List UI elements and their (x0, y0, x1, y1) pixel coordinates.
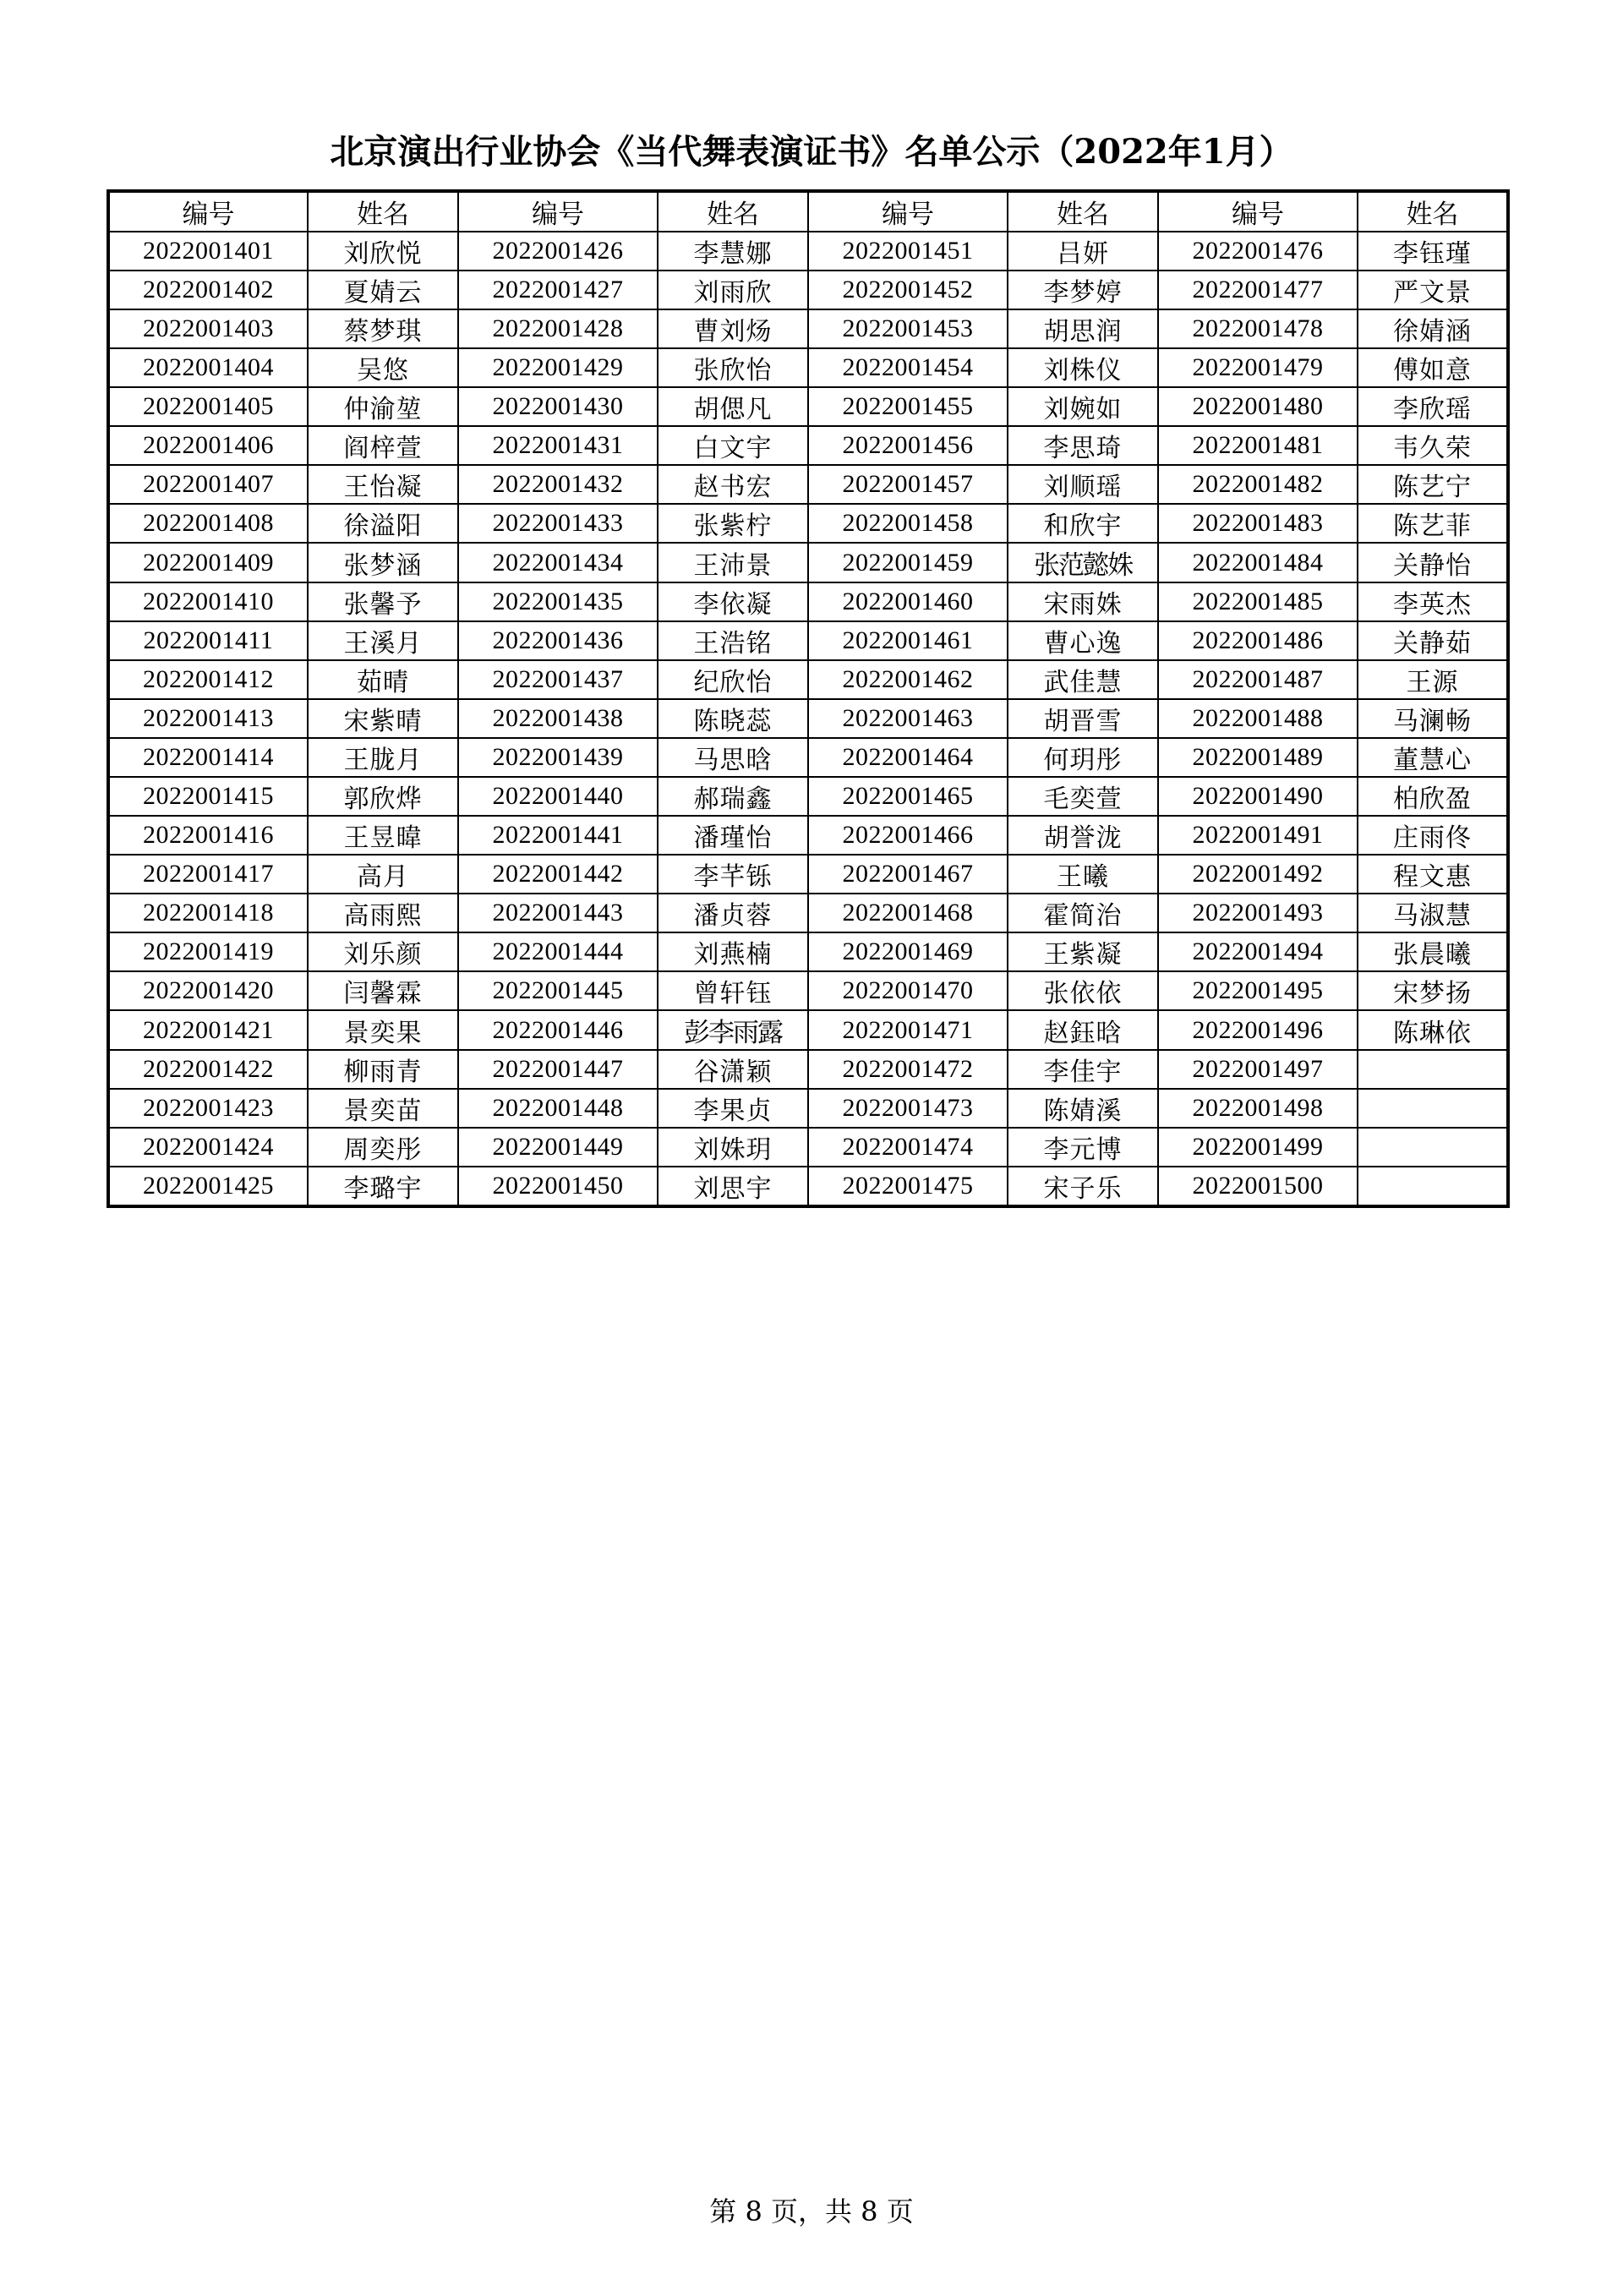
person-name-cell: 柏欣盈 (1358, 777, 1508, 816)
person-name-cell: 马思晗 (658, 738, 808, 777)
table-header-row (108, 191, 1508, 232)
person-name-cell: 宋紫晴 (308, 699, 458, 738)
table-row (108, 348, 1508, 387)
certificate-number-cell: 2022001483 (1158, 504, 1358, 543)
certificate-roster-table (107, 189, 1510, 1208)
person-name-cell: 陈婧溪 (1008, 1089, 1158, 1128)
certificate-number-cell: 2022001424 (108, 1128, 308, 1167)
person-name-cell: 茹晴 (308, 660, 458, 699)
person-name-cell: 程文惠 (1358, 855, 1508, 894)
person-name-cell (1358, 1128, 1508, 1167)
person-name-cell: 谷潇颖 (658, 1050, 808, 1089)
table-row (108, 1050, 1508, 1089)
person-name-cell: 刘思宇 (658, 1167, 808, 1206)
person-name-cell: 李思琦 (1008, 426, 1158, 465)
person-name-cell: 徐溢阳 (308, 504, 458, 543)
certificate-number-cell: 2022001471 (808, 1010, 1008, 1050)
column-header-number: 编号 (108, 191, 308, 232)
certificate-number-cell: 2022001480 (1158, 387, 1358, 426)
certificate-number-cell: 2022001408 (108, 504, 308, 543)
certificate-number-cell: 2022001417 (108, 855, 308, 894)
certificate-number-cell: 2022001432 (458, 465, 658, 504)
person-name-cell: 刘婉如 (1008, 387, 1158, 426)
certificate-number-cell: 2022001426 (458, 232, 658, 271)
person-name-cell: 陈艺菲 (1358, 504, 1508, 543)
certificate-number-cell: 2022001429 (458, 348, 658, 387)
certificate-number-cell: 2022001403 (108, 309, 308, 348)
person-name-cell: 徐婧涵 (1358, 309, 1508, 348)
table-row (108, 504, 1508, 543)
person-name-cell: 吴悠 (308, 348, 458, 387)
person-name-cell: 王紫凝 (1008, 932, 1158, 971)
certificate-number-cell: 2022001436 (458, 621, 658, 660)
person-name-cell: 王胧月 (308, 738, 458, 777)
person-name-cell: 张馨予 (308, 582, 458, 621)
table-row (108, 309, 1508, 348)
table-row (108, 699, 1508, 738)
certificate-number-cell: 2022001490 (1158, 777, 1358, 816)
certificate-number-cell: 2022001477 (1158, 271, 1358, 309)
certificate-number-cell: 2022001491 (1158, 816, 1358, 855)
column-header-name: 姓名 (658, 191, 808, 232)
certificate-number-cell: 2022001440 (458, 777, 658, 816)
person-name-cell: 曹刘炀 (658, 309, 808, 348)
certificate-number-cell: 2022001470 (808, 971, 1008, 1010)
certificate-number-cell: 2022001462 (808, 660, 1008, 699)
person-name-cell: 马淑慧 (1358, 894, 1508, 932)
person-name-cell: 潘贞蓉 (658, 894, 808, 932)
person-name-cell: 郝瑞鑫 (658, 777, 808, 816)
certificate-number-cell: 2022001446 (458, 1010, 658, 1050)
person-name-cell: 刘燕楠 (658, 932, 808, 971)
person-name-cell: 李欣瑶 (1358, 387, 1508, 426)
person-name-cell: 胡偲凡 (658, 387, 808, 426)
certificate-number-cell: 2022001464 (808, 738, 1008, 777)
certificate-number-cell: 2022001402 (108, 271, 308, 309)
person-name-cell: 闫馨霖 (308, 971, 458, 1010)
certificate-number-cell: 2022001474 (808, 1128, 1008, 1167)
certificate-number-cell: 2022001449 (458, 1128, 658, 1167)
certificate-number-cell: 2022001493 (1158, 894, 1358, 932)
certificate-number-cell: 2022001499 (1158, 1128, 1358, 1167)
certificate-number-cell: 2022001404 (108, 348, 308, 387)
person-name-cell: 李慧娜 (658, 232, 808, 271)
table-row (108, 932, 1508, 971)
certificate-number-cell: 2022001415 (108, 777, 308, 816)
person-name-cell: 胡誉泷 (1008, 816, 1158, 855)
person-name-cell: 武佳慧 (1008, 660, 1158, 699)
page-footer: 第 8 页，共 8 页 (709, 2195, 914, 2228)
person-name-cell: 王源 (1358, 660, 1508, 699)
person-name-cell: 仲渝堃 (308, 387, 458, 426)
column-header-number: 编号 (1158, 191, 1358, 232)
certificate-number-cell: 2022001444 (458, 932, 658, 971)
table-row (108, 387, 1508, 426)
person-name-cell: 刘乐颜 (308, 932, 458, 971)
column-header-name: 姓名 (1008, 191, 1158, 232)
certificate-number-cell: 2022001425 (108, 1167, 308, 1206)
person-name-cell: 刘株仪 (1008, 348, 1158, 387)
certificate-number-cell: 2022001479 (1158, 348, 1358, 387)
page-title: 北京演出行业协会《当代舞表演证书》名单公示（2022年1月） (330, 132, 1293, 172)
certificate-number-cell: 2022001443 (458, 894, 658, 932)
person-name-cell: 王曦 (1008, 855, 1158, 894)
certificate-number-cell: 2022001469 (808, 932, 1008, 971)
person-name-cell (1358, 1050, 1508, 1089)
person-name-cell: 刘顺瑶 (1008, 465, 1158, 504)
certificate-number-cell: 2022001422 (108, 1050, 308, 1089)
person-name-cell: 霍简治 (1008, 894, 1158, 932)
person-name-cell: 景奕苗 (308, 1089, 458, 1128)
table-row (108, 816, 1508, 855)
person-name-cell: 毛奕萱 (1008, 777, 1158, 816)
certificate-number-cell: 2022001465 (808, 777, 1008, 816)
certificate-number-cell: 2022001412 (108, 660, 308, 699)
person-name-cell: 潘瑾怡 (658, 816, 808, 855)
person-name-cell: 郭欣烨 (308, 777, 458, 816)
certificate-number-cell: 2022001413 (108, 699, 308, 738)
certificate-number-cell: 2022001451 (808, 232, 1008, 271)
person-name-cell: 马澜畅 (1358, 699, 1508, 738)
person-name-cell: 李元博 (1008, 1128, 1158, 1167)
table-row (108, 232, 1508, 271)
table-row (108, 1010, 1508, 1050)
certificate-number-cell: 2022001414 (108, 738, 308, 777)
column-header-number: 编号 (808, 191, 1008, 232)
certificate-number-cell: 2022001467 (808, 855, 1008, 894)
certificate-number-cell: 2022001421 (108, 1010, 308, 1050)
table-row (108, 621, 1508, 660)
certificate-number-cell: 2022001428 (458, 309, 658, 348)
certificate-number-cell: 2022001494 (1158, 932, 1358, 971)
certificate-number-cell: 2022001411 (108, 621, 308, 660)
person-name-cell: 王昱暐 (308, 816, 458, 855)
person-name-cell: 董慧心 (1358, 738, 1508, 777)
person-name-cell (1358, 1089, 1508, 1128)
person-name-cell: 柳雨青 (308, 1050, 458, 1089)
certificate-number-cell: 2022001427 (458, 271, 658, 309)
certificate-number-cell: 2022001486 (1158, 621, 1358, 660)
table-row (108, 971, 1508, 1010)
person-name-cell: 阎梓萱 (308, 426, 458, 465)
certificate-number-cell: 2022001500 (1158, 1167, 1358, 1206)
certificate-number-cell: 2022001487 (1158, 660, 1358, 699)
person-name-cell: 胡思润 (1008, 309, 1158, 348)
certificate-number-cell: 2022001484 (1158, 543, 1358, 582)
person-name-cell: 夏婧云 (308, 271, 458, 309)
certificate-number-cell: 2022001453 (808, 309, 1008, 348)
person-name-cell: 李钰瑾 (1358, 232, 1508, 271)
certificate-number-cell: 2022001473 (808, 1089, 1008, 1128)
person-name-cell: 李依凝 (658, 582, 808, 621)
certificate-number-cell: 2022001420 (108, 971, 308, 1010)
person-name-cell: 曹心逸 (1008, 621, 1158, 660)
certificate-number-cell: 2022001450 (458, 1167, 658, 1206)
column-header-name: 姓名 (1358, 191, 1508, 232)
person-name-cell: 和欣宇 (1008, 504, 1158, 543)
person-name-cell (1358, 1167, 1508, 1206)
certificate-number-cell: 2022001409 (108, 543, 308, 582)
person-name-cell: 张晨曦 (1358, 932, 1508, 971)
certificate-number-cell: 2022001492 (1158, 855, 1358, 894)
person-name-cell: 陈琳依 (1358, 1010, 1508, 1050)
certificate-number-cell: 2022001439 (458, 738, 658, 777)
certificate-number-cell: 2022001437 (458, 660, 658, 699)
person-name-cell: 张范懿姝 (1008, 543, 1158, 582)
person-name-cell: 张紫柠 (658, 504, 808, 543)
certificate-number-cell: 2022001488 (1158, 699, 1358, 738)
person-name-cell: 李佳宇 (1008, 1050, 1158, 1089)
person-name-cell: 赵书宏 (658, 465, 808, 504)
person-name-cell: 张欣怡 (658, 348, 808, 387)
person-name-cell: 庄雨佟 (1358, 816, 1508, 855)
person-name-cell: 宋梦扬 (1358, 971, 1508, 1010)
certificate-number-cell: 2022001406 (108, 426, 308, 465)
certificate-number-cell: 2022001458 (808, 504, 1008, 543)
person-name-cell: 刘欣悦 (308, 232, 458, 271)
certificate-number-cell: 2022001481 (1158, 426, 1358, 465)
person-name-cell: 蔡梦琪 (308, 309, 458, 348)
table-row (108, 543, 1508, 582)
certificate-number-cell: 2022001482 (1158, 465, 1358, 504)
certificate-number-cell: 2022001423 (108, 1089, 308, 1128)
certificate-number-cell: 2022001431 (458, 426, 658, 465)
certificate-number-cell: 2022001441 (458, 816, 658, 855)
certificate-number-cell: 2022001496 (1158, 1010, 1358, 1050)
certificate-number-cell: 2022001460 (808, 582, 1008, 621)
person-name-cell: 李璐宇 (308, 1167, 458, 1206)
table-row (108, 855, 1508, 894)
person-name-cell: 王怡凝 (308, 465, 458, 504)
certificate-number-cell: 2022001463 (808, 699, 1008, 738)
person-name-cell: 何玥彤 (1008, 738, 1158, 777)
person-name-cell: 刘雨欣 (658, 271, 808, 309)
person-name-cell: 李果贞 (658, 1089, 808, 1128)
certificate-number-cell: 2022001445 (458, 971, 658, 1010)
person-name-cell: 张梦涵 (308, 543, 458, 582)
person-name-cell: 吕妍 (1008, 232, 1158, 271)
certificate-number-cell: 2022001457 (808, 465, 1008, 504)
certificate-number-cell: 2022001456 (808, 426, 1008, 465)
certificate-number-cell: 2022001466 (808, 816, 1008, 855)
certificate-number-cell: 2022001497 (1158, 1050, 1358, 1089)
person-name-cell: 傅如意 (1358, 348, 1508, 387)
person-name-cell: 宋子乐 (1008, 1167, 1158, 1206)
table-row (108, 426, 1508, 465)
certificate-number-cell: 2022001454 (808, 348, 1008, 387)
certificate-number-cell: 2022001416 (108, 816, 308, 855)
person-name-cell: 王沛景 (658, 543, 808, 582)
person-name-cell: 周奕彤 (308, 1128, 458, 1167)
certificate-number-cell: 2022001433 (458, 504, 658, 543)
certificate-number-cell: 2022001407 (108, 465, 308, 504)
certificate-number-cell: 2022001448 (458, 1089, 658, 1128)
table-row (108, 777, 1508, 816)
person-name-cell: 王溪月 (308, 621, 458, 660)
person-name-cell: 高雨熙 (308, 894, 458, 932)
table-row (108, 465, 1508, 504)
person-name-cell: 白文宇 (658, 426, 808, 465)
certificate-number-cell: 2022001468 (808, 894, 1008, 932)
certificate-number-cell: 2022001476 (1158, 232, 1358, 271)
certificate-number-cell: 2022001405 (108, 387, 308, 426)
person-name-cell: 景奕果 (308, 1010, 458, 1050)
person-name-cell: 张依依 (1008, 971, 1158, 1010)
certificate-number-cell: 2022001461 (808, 621, 1008, 660)
certificate-number-cell: 2022001452 (808, 271, 1008, 309)
person-name-cell: 李芊铄 (658, 855, 808, 894)
certificate-number-cell: 2022001489 (1158, 738, 1358, 777)
certificate-number-cell: 2022001434 (458, 543, 658, 582)
certificate-number-cell: 2022001401 (108, 232, 308, 271)
person-name-cell: 彭李雨露 (658, 1010, 808, 1050)
certificate-number-cell: 2022001418 (108, 894, 308, 932)
person-name-cell: 赵鈺晗 (1008, 1010, 1158, 1050)
certificate-number-cell: 2022001498 (1158, 1089, 1358, 1128)
column-header-number: 编号 (458, 191, 658, 232)
table-body (108, 232, 1508, 1206)
certificate-number-cell: 2022001455 (808, 387, 1008, 426)
person-name-cell: 关静怡 (1358, 543, 1508, 582)
person-name-cell: 王浩铭 (658, 621, 808, 660)
table-row (108, 271, 1508, 309)
person-name-cell: 宋雨姝 (1008, 582, 1158, 621)
certificate-number-cell: 2022001475 (808, 1167, 1008, 1206)
certificate-number-cell: 2022001410 (108, 582, 308, 621)
table-row (108, 582, 1508, 621)
person-name-cell: 胡晋雪 (1008, 699, 1158, 738)
certificate-number-cell: 2022001419 (108, 932, 308, 971)
certificate-number-cell: 2022001447 (458, 1050, 658, 1089)
table-row (108, 738, 1508, 777)
person-name-cell: 关静茹 (1358, 621, 1508, 660)
certificate-number-cell: 2022001485 (1158, 582, 1358, 621)
table-row (108, 1089, 1508, 1128)
person-name-cell: 纪欣怡 (658, 660, 808, 699)
certificate-number-cell: 2022001430 (458, 387, 658, 426)
certificate-number-cell: 2022001495 (1158, 971, 1358, 1010)
certificate-number-cell: 2022001438 (458, 699, 658, 738)
table-row (108, 894, 1508, 932)
column-header-name: 姓名 (308, 191, 458, 232)
person-name-cell: 韦久荣 (1358, 426, 1508, 465)
table-row (108, 660, 1508, 699)
person-name-cell: 陈晓蕊 (658, 699, 808, 738)
person-name-cell: 曾轩钰 (658, 971, 808, 1010)
table-row (108, 1128, 1508, 1167)
person-name-cell: 严文景 (1358, 271, 1508, 309)
certificate-number-cell: 2022001442 (458, 855, 658, 894)
person-name-cell: 高月 (308, 855, 458, 894)
certificate-number-cell: 2022001478 (1158, 309, 1358, 348)
certificate-number-cell: 2022001435 (458, 582, 658, 621)
certificate-number-cell: 2022001472 (808, 1050, 1008, 1089)
person-name-cell: 李英杰 (1358, 582, 1508, 621)
person-name-cell: 李梦婷 (1008, 271, 1158, 309)
person-name-cell: 陈艺宁 (1358, 465, 1508, 504)
person-name-cell: 刘姝玥 (658, 1128, 808, 1167)
certificate-number-cell: 2022001459 (808, 543, 1008, 582)
table-row (108, 1167, 1508, 1206)
